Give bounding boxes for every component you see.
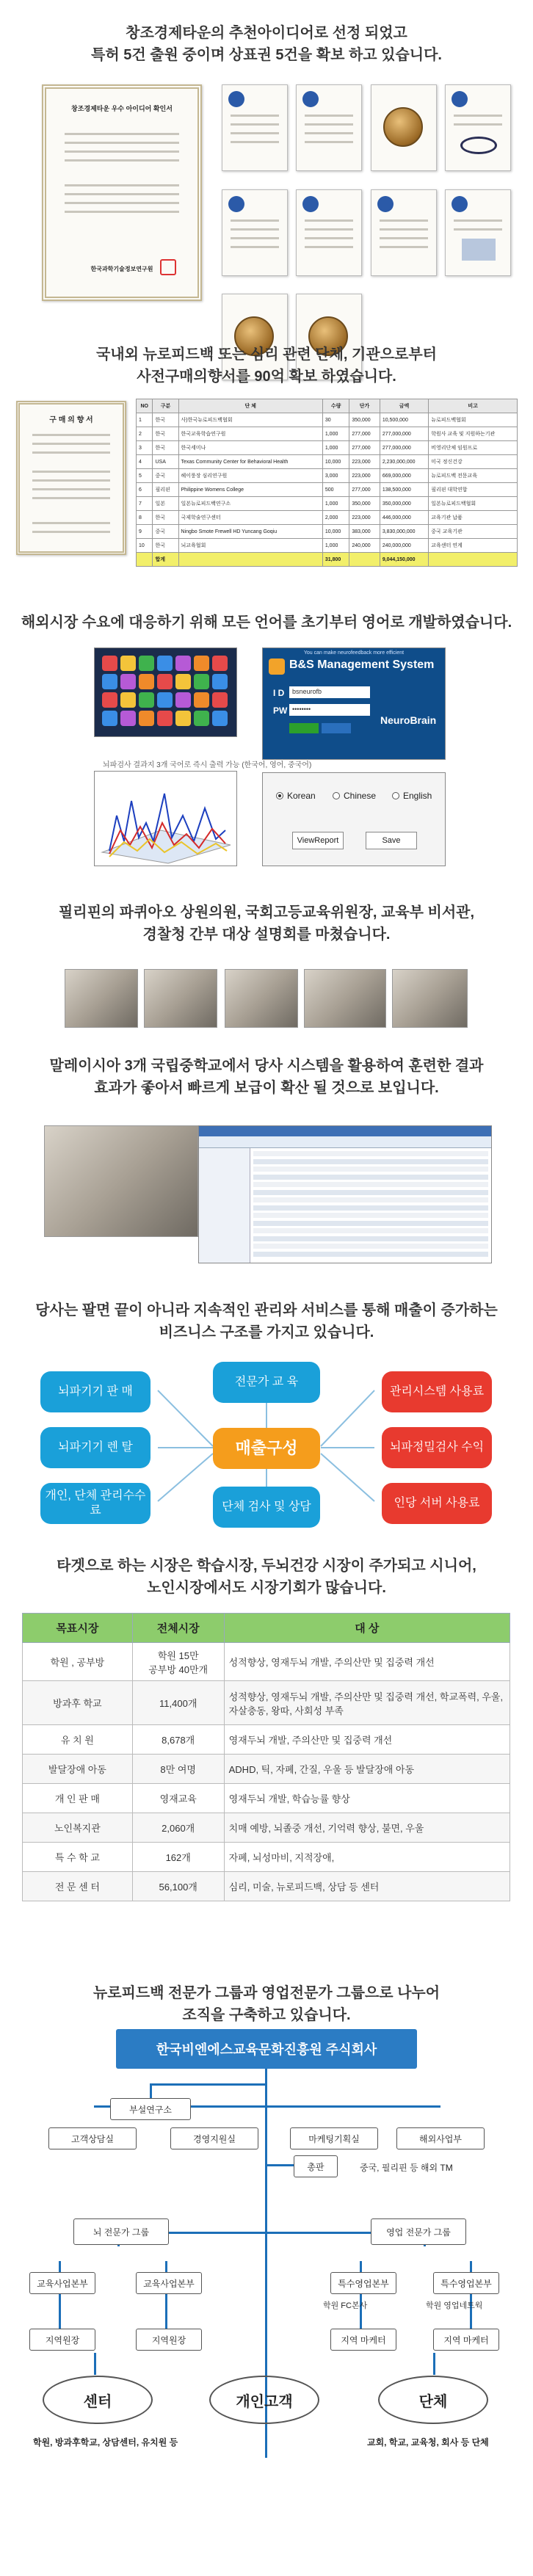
table-row xyxy=(137,539,518,553)
table-cell: 10,500,000 xyxy=(380,413,428,427)
market-cell: 영재교육 xyxy=(132,1784,224,1813)
table-cell: 8 xyxy=(137,511,153,525)
table-cell: 중국 xyxy=(153,525,178,539)
game-tile-icon xyxy=(175,692,191,708)
market-row xyxy=(23,1755,510,1784)
col-no: NO xyxy=(137,399,153,413)
management-fee-box: 개인, 단체 관리수수료 xyxy=(40,1483,151,1524)
table-cell: 한국 xyxy=(153,413,178,427)
market-cell: 치매 예방, 뇌졸중 개선, 기억력 향상, 불면, 우울 xyxy=(224,1813,510,1843)
market-row xyxy=(23,1813,510,1843)
table-cell: 헤이룽장 심리연구원 xyxy=(178,469,322,483)
table-cell: 한국 xyxy=(153,441,178,455)
section6-line1: 당사는 팔면 끝이 아니라 지속적인 관리와 서비스를 통해 매출이 증가하는 xyxy=(35,1302,498,1318)
section4-line1: 필리핀의 파퀴아오 상원의원, 국회고등교육위원장, 교육부 비서관, xyxy=(58,904,475,921)
chinese-option[interactable] xyxy=(333,791,376,801)
side-panel xyxy=(199,1148,250,1263)
section4-line2: 경찰청 간부 대상 설명회를 마쳤습니다. xyxy=(142,926,391,943)
market-cell: 162개 xyxy=(132,1843,224,1872)
english-label: English xyxy=(403,791,432,801)
table-cell: USA xyxy=(153,455,178,469)
data-grid-row xyxy=(253,1221,488,1226)
data-grid-row xyxy=(253,1252,488,1257)
table-cell: 교육센터 연계 xyxy=(429,539,518,553)
table-cell: 277,000 xyxy=(349,483,380,497)
table-cell: 사)한국뉴로피드백협회 xyxy=(178,413,322,427)
market-cell: ADHD, 틱, 자폐, 간질, 우울 등 발달장애 아동 xyxy=(224,1755,510,1784)
patent-office-icon xyxy=(452,91,468,107)
data-grid-row xyxy=(253,1205,488,1211)
patent-doc-6 xyxy=(371,189,437,276)
col-target: 대 상 xyxy=(224,1614,510,1643)
table-row xyxy=(137,427,518,441)
table-header-row xyxy=(137,399,518,413)
section7-line2: 노인시장에서도 시장기회가 많습니다. xyxy=(147,1580,386,1596)
market-cell: 자폐, 뇌성마비, 지적장애, xyxy=(224,1843,510,1872)
red-seal-icon xyxy=(160,259,176,275)
market-row xyxy=(23,1643,510,1681)
medal-photo-1 xyxy=(371,84,437,171)
section1-line2: 특허 5건 출원 중이며 상표권 5건을 확보 하고 있습니다. xyxy=(91,47,442,63)
table-cell: 350,000,000 xyxy=(380,497,428,511)
table-cell: 3,000 xyxy=(322,469,349,483)
report-caption: 뇌파검사 결과지 3개 국어로 즉시 출력 가능 (한국어, 영어, 중국어) xyxy=(103,761,312,769)
table-cell: 2,230,000,000 xyxy=(380,455,428,469)
market-cell: 방과후 학교 xyxy=(23,1681,133,1725)
data-grid-row xyxy=(253,1244,488,1249)
letter-title: 구 매 의 향 서 xyxy=(49,416,93,424)
table-cell: 3,830,000,000 xyxy=(380,525,428,539)
academy-fc-label: 학원 FC본사 xyxy=(323,2301,368,2310)
medal-icon xyxy=(383,107,423,147)
market-cell: 2,060개 xyxy=(132,1813,224,1843)
table-cell: 5 xyxy=(137,469,153,483)
regional-marketer-box-2: 지역 마케터 xyxy=(433,2329,499,2351)
group-examples: 교회, 학교, 교육청, 회사 등 단체 xyxy=(367,2437,489,2448)
section2-line2: 사전구매의향서를 90억 확보 하였습니다. xyxy=(137,369,396,385)
brain-expert-group-box: 뇌 전문가 그룹 xyxy=(73,2218,169,2245)
group-oval: 단체 xyxy=(378,2376,488,2424)
data-grid-row xyxy=(253,1167,488,1172)
data-grid-row xyxy=(253,1175,488,1180)
lab-box: 부설연구소 xyxy=(110,2098,191,2120)
patent-doc-7 xyxy=(445,189,511,276)
pw-input[interactable]: •••••••• xyxy=(289,704,370,716)
game-tile-icon xyxy=(139,711,154,726)
table-cell: Philippine Womens College xyxy=(178,483,322,497)
app-logo-icon xyxy=(269,658,285,675)
malaysia-training-photo xyxy=(44,1125,198,1237)
device-sales-box: 뇌파기기 판 매 xyxy=(40,1371,151,1412)
save-button[interactable]: Save xyxy=(366,832,417,849)
section3-heading xyxy=(0,612,533,634)
section1-heading xyxy=(0,22,533,66)
patent-office-icon xyxy=(302,196,319,212)
patent-doc-1 xyxy=(222,84,288,171)
table-cell: 한국교육학습연구원 xyxy=(178,427,322,441)
table-cell: 446,000,000 xyxy=(380,511,428,525)
purchase-intent-table xyxy=(136,399,518,567)
table-cell: 223,000 xyxy=(349,511,380,525)
market-cell: 심리, 미술, 뉴로피드백, 상담 등 센터 xyxy=(224,1872,510,1901)
game-tile-icon xyxy=(157,656,173,671)
edu-business-box-2: 교육사업본부 xyxy=(136,2272,202,2294)
game-tile-icon xyxy=(139,692,154,708)
table-cell: 일본뉴로피드백협회 xyxy=(429,497,518,511)
pw-label: PW xyxy=(273,705,288,716)
login-button[interactable] xyxy=(289,723,319,733)
game-tile-icon xyxy=(194,656,209,671)
section4-heading xyxy=(0,901,533,946)
patent-doc-5 xyxy=(296,189,362,276)
edu-business-box-1: 교육사업본부 xyxy=(29,2272,95,2294)
table-cell: 미국 정신건강 xyxy=(429,455,518,469)
regional-director-box-1: 지역원장 xyxy=(29,2329,95,2351)
market-cell: 56,100개 xyxy=(132,1872,224,1901)
window-titlebar xyxy=(199,1126,491,1136)
patent-office-icon xyxy=(228,196,244,212)
table-cell: 학원사 교육 및 지원하는기관 xyxy=(429,427,518,441)
game-tile-icon xyxy=(139,674,154,689)
game-tile-icon xyxy=(102,674,117,689)
market-header-row xyxy=(23,1614,510,1643)
patent-office-icon xyxy=(228,91,244,107)
regional-marketer-box-1: 지역 마케터 xyxy=(330,2329,396,2351)
table-cell: 한국 xyxy=(153,511,178,525)
market-cell: 전 문 센 터 xyxy=(23,1872,133,1901)
total-qty: 31,800 xyxy=(322,553,349,567)
table-cell xyxy=(137,553,153,567)
game-tile-icon xyxy=(157,711,173,726)
game-tile-icon xyxy=(120,711,136,726)
korean-label: Korean xyxy=(287,791,316,801)
total-label: 합계 xyxy=(153,553,178,567)
market-cell: 11,400개 xyxy=(132,1681,224,1725)
market-row xyxy=(23,1725,510,1755)
view-report-button[interactable]: ViewReport xyxy=(292,832,344,849)
patent-office-icon xyxy=(377,196,394,212)
language-dialog xyxy=(262,772,446,866)
table-cell: 669,000,000 xyxy=(380,469,428,483)
table-cell: 한국 xyxy=(153,539,178,553)
device-image-icon xyxy=(462,239,496,261)
market-cell: 8,678개 xyxy=(132,1725,224,1755)
section3-line1: 해외시장 수요에 대응하기 위해 모든 언어를 초기부터 영어로 개발하였습니다. xyxy=(21,614,512,631)
table-cell: 277,000,000 xyxy=(380,441,428,455)
game-tile-icon xyxy=(212,656,228,671)
table-cell: 뉴로피드백협회 xyxy=(429,413,518,427)
game-tile-icon xyxy=(194,711,209,726)
certificate-title: 창조경제타운 우수 아이디어 확인서 xyxy=(71,105,173,112)
total-row xyxy=(137,553,518,567)
revenue-structure-box: 매출구성 xyxy=(213,1428,320,1469)
table-cell: 350,000 xyxy=(349,497,380,511)
table-cell: 필리핀 대학연합 xyxy=(429,483,518,497)
section5-heading xyxy=(0,1055,533,1099)
table-cell: 277,000 xyxy=(349,427,380,441)
market-cell: 노인복지관 xyxy=(23,1813,133,1843)
section5-line1: 말레이시아 3개 국립중학교에서 당사 시스템을 활용하여 훈련한 결과 xyxy=(49,1058,484,1074)
target-market-table xyxy=(22,1613,510,1901)
patent-doc-2 xyxy=(296,84,362,171)
market-cell: 성적향상, 영재두뇌 개발, 주의산만 및 집중력 개선 xyxy=(224,1643,510,1681)
col-type: 구분 xyxy=(153,399,178,413)
academy-network-label: 학원 영업네트웍 xyxy=(426,2301,483,2310)
total-amount: 9,044,150,000 xyxy=(380,553,428,567)
table-cell: 국제학술연구센터 xyxy=(178,511,322,525)
english-option[interactable] xyxy=(392,791,432,801)
data-grid-row xyxy=(253,1159,488,1164)
col-qty: 수량 xyxy=(322,399,349,413)
table-cell: Texas Community Center for Behavioral Health xyxy=(178,455,322,469)
regional-director-box-2: 지역원장 xyxy=(136,2329,202,2351)
brainwave-3d-chart xyxy=(94,771,237,866)
game-tile-icon xyxy=(157,674,173,689)
market-row xyxy=(23,1784,510,1813)
col-total-market: 전체시장 xyxy=(132,1614,224,1643)
app-title: B&S Management System xyxy=(289,658,435,671)
sales-expert-group-box: 영업 전문가 그룹 xyxy=(371,2218,466,2245)
game-tile-icon xyxy=(102,692,117,708)
market-cell: 발달장애 아동 xyxy=(23,1755,133,1784)
idea-certificate xyxy=(42,84,202,301)
table-cell: 223,000 xyxy=(349,469,380,483)
brainwave-surface-icon xyxy=(95,772,238,867)
group-test-box: 단체 검사 및 상담 xyxy=(213,1487,320,1528)
market-row xyxy=(23,1681,510,1725)
game-tile-icon xyxy=(139,656,154,671)
table-cell: 10 xyxy=(137,539,153,553)
col-amount: 금액 xyxy=(380,399,428,413)
marketing-office-box: 마케팅기획실 xyxy=(290,2127,378,2149)
data-grid-row xyxy=(253,1213,488,1218)
table-cell: 3 xyxy=(137,441,153,455)
id-input[interactable]: bsneurofb xyxy=(289,686,370,698)
game-tile-icon xyxy=(194,674,209,689)
seminar-photo-4 xyxy=(304,969,386,1028)
data-grid-row xyxy=(253,1228,488,1233)
table-cell: 30 xyxy=(322,413,349,427)
personal-customer-oval: 개인고객 xyxy=(209,2376,319,2424)
patent-doc-4 xyxy=(222,189,288,276)
table-row xyxy=(137,511,518,525)
market-cell: 영재두뇌 개발, 학습능률 향상 xyxy=(224,1784,510,1813)
table-row xyxy=(137,525,518,539)
table-cell: 7 xyxy=(137,497,153,511)
game-tile-icon xyxy=(102,711,117,726)
headset-icon xyxy=(460,137,497,154)
section2-heading xyxy=(0,344,533,388)
section8-heading xyxy=(0,1982,533,2026)
market-cell: 학원 , 공부방 xyxy=(23,1643,133,1681)
seminar-photo-2 xyxy=(144,969,217,1028)
data-grid-row xyxy=(253,1197,488,1202)
agency-box: 총판 xyxy=(294,2155,338,2177)
col-target-market: 목표시장 xyxy=(23,1614,133,1643)
table-cell: 4 xyxy=(137,455,153,469)
game-tile-icon xyxy=(212,711,228,726)
table-cell: 277,000 xyxy=(349,441,380,455)
market-cell: 학원 15만 공부방 40만개 xyxy=(132,1643,224,1681)
table-row xyxy=(137,441,518,455)
patent-office-icon xyxy=(302,91,319,107)
radio-checked-icon xyxy=(276,792,283,799)
market-row xyxy=(23,1872,510,1901)
market-cell: 개 인 판 매 xyxy=(23,1784,133,1813)
table-cell: 뉴로피드백 전문교육 xyxy=(429,469,518,483)
section5-line2: 효과가 좋아서 빠르게 보급이 확산 될 것으로 보입니다. xyxy=(94,1080,439,1096)
section1-line1: 창조경제타운의 추천아이디어로 선정 되었고 xyxy=(126,25,407,41)
table-cell: 비영리단체 임원프로 xyxy=(429,441,518,455)
center-oval: 센터 xyxy=(43,2376,153,2424)
table-cell: 한국 xyxy=(153,427,178,441)
table-cell: 223,000 xyxy=(349,455,380,469)
game-tile-icon xyxy=(194,692,209,708)
market-cell: 성적향상, 영재두뇌 개발, 주의산만 및 집중력 개선, 학교폭력, 우울, 자살충동, 왕따, 사회성 부족 xyxy=(224,1681,510,1725)
table-cell: 383,000 xyxy=(349,525,380,539)
table-row xyxy=(137,455,518,469)
company-box: 한국비엔에스교육문화진흥원 주식회사 xyxy=(116,2029,417,2069)
agency-note: 중국, 필리핀 등 해외 TM xyxy=(360,2163,453,2173)
login-screen xyxy=(262,647,446,760)
data-grid-row xyxy=(253,1182,488,1187)
overseas-division-box: 해외사업부 xyxy=(396,2127,485,2149)
customer-center-box: 고객상담실 xyxy=(48,2127,137,2149)
center-examples: 학원, 방과후학교, 상담센터, 유치원 등 xyxy=(33,2437,178,2448)
game-tile-icon xyxy=(212,692,228,708)
purchase-intent-letter xyxy=(16,401,126,555)
section2-line1: 국내외 뉴로피드백 또는 심리 관련 단체, 기관으로부터 xyxy=(96,347,437,363)
table-row xyxy=(137,497,518,511)
table-cell: 6 xyxy=(137,483,153,497)
seminar-photo-5 xyxy=(392,969,468,1028)
table-row xyxy=(137,469,518,483)
table-cell: 500 xyxy=(322,483,349,497)
table-cell: 277,000,000 xyxy=(380,427,428,441)
neuro-logo-text: NeuroBrain xyxy=(380,714,437,726)
section7-line1: 타겟으로 하는 시장은 학습시장, 두뇌건강 시장이 주가되고 시니어, xyxy=(57,1558,476,1574)
data-grid-row xyxy=(253,1151,488,1156)
table-cell: 138,500,000 xyxy=(380,483,428,497)
table-cell: 10,000 xyxy=(322,525,349,539)
game-tile-icon xyxy=(120,674,136,689)
special-sales-box-1: 특수영업본부 xyxy=(330,2272,396,2294)
radio-icon xyxy=(392,792,399,799)
system-fee-box: 관리시스템 사용료 xyxy=(382,1371,492,1412)
market-cell: 특 수 학 교 xyxy=(23,1843,133,1872)
table-cell: 10,000 xyxy=(322,455,349,469)
patent-office-icon xyxy=(452,196,468,212)
seminar-photo-1 xyxy=(65,969,138,1028)
table-cell: 중국 교육기관 xyxy=(429,525,518,539)
table-cell: 일본 xyxy=(153,497,178,511)
table-cell: 일본뉴로피드백연구소 xyxy=(178,497,322,511)
chinese-label: Chinese xyxy=(344,791,377,801)
table-cell: 1 xyxy=(137,413,153,427)
game-tile-icon xyxy=(212,674,228,689)
table-cell xyxy=(178,553,322,567)
game-tile-icon xyxy=(175,711,191,726)
training-game-screen xyxy=(94,647,237,737)
game-tile-icon xyxy=(175,674,191,689)
game-tile-icon xyxy=(120,692,136,708)
seminar-photo-3 xyxy=(225,969,298,1028)
table-cell: 9 xyxy=(137,525,153,539)
section6-heading xyxy=(0,1299,533,1343)
market-cell: 8만 여명 xyxy=(132,1755,224,1784)
table-cell: 뇌교육협회 xyxy=(178,539,322,553)
device-rental-box: 뇌파기기 렌 탈 xyxy=(40,1427,151,1468)
col-note: 비고 xyxy=(429,399,518,413)
col-price: 단가 xyxy=(349,399,380,413)
section6-line2: 비즈니스 구조를 가지고 있습니다. xyxy=(159,1324,374,1340)
game-tile-icon xyxy=(157,692,173,708)
korean-option[interactable] xyxy=(276,791,316,801)
col-org: 단 체 xyxy=(178,399,322,413)
game-tile-icon xyxy=(102,656,117,671)
table-cell: 1,000 xyxy=(322,427,349,441)
table-cell xyxy=(349,553,380,567)
table-cell: Ningbo Smote Frewell HD Yuncang Goqiu xyxy=(178,525,322,539)
table-cell: 240,000 xyxy=(349,539,380,553)
join-button[interactable] xyxy=(322,723,351,733)
table-cell: 240,000,000 xyxy=(380,539,428,553)
market-cell: 영재두뇌 개발, 주의산만 및 집중력 개선 xyxy=(224,1725,510,1755)
table-cell: 1,000 xyxy=(322,441,349,455)
market-row xyxy=(23,1843,510,1872)
precision-test-box: 뇌파정밀검사 수익 xyxy=(382,1427,492,1468)
table-cell: 350,000 xyxy=(349,413,380,427)
section8-line2: 조직을 구축하고 있습니다. xyxy=(182,2007,351,2023)
market-cell: 유 치 원 xyxy=(23,1725,133,1755)
special-sales-box-2: 특수영업본부 xyxy=(433,2272,499,2294)
table-row xyxy=(137,483,518,497)
section7-heading xyxy=(0,1555,533,1599)
data-grid-row xyxy=(253,1236,488,1241)
id-label: I D xyxy=(273,688,285,698)
app-tagline: You can make neurofeedback more efficient xyxy=(303,650,405,656)
game-tile-icon xyxy=(175,656,191,671)
table-cell: 필리핀 xyxy=(153,483,178,497)
toolbar xyxy=(199,1136,491,1148)
server-fee-box: 인당 서버 사용료 xyxy=(382,1483,492,1524)
management-system-screenshot xyxy=(198,1125,492,1263)
table-cell xyxy=(429,553,518,567)
table-cell: 2,000 xyxy=(322,511,349,525)
section8-line1: 뉴로피드백 전문가 그룹과 영업전문가 그룹으로 나누어 xyxy=(93,1985,440,2001)
management-office-box: 경영지원실 xyxy=(170,2127,258,2149)
table-cell: 2 xyxy=(137,427,153,441)
data-grid-row xyxy=(253,1190,488,1195)
certificate-stamp-text: 한국과학기술정보연구원 xyxy=(90,266,153,272)
radio-icon xyxy=(333,792,340,799)
table-row xyxy=(137,413,518,427)
table-cell: 1,000 xyxy=(322,539,349,553)
game-tile-icon xyxy=(120,656,136,671)
table-cell: 중국 xyxy=(153,469,178,483)
table-cell: 교육기관 납품 xyxy=(429,511,518,525)
expert-training-box: 전문가 교 육 xyxy=(213,1362,320,1403)
table-cell: 한국세미나 xyxy=(178,441,322,455)
table-cell: 1,000 xyxy=(322,497,349,511)
patent-doc-3 xyxy=(445,84,511,171)
